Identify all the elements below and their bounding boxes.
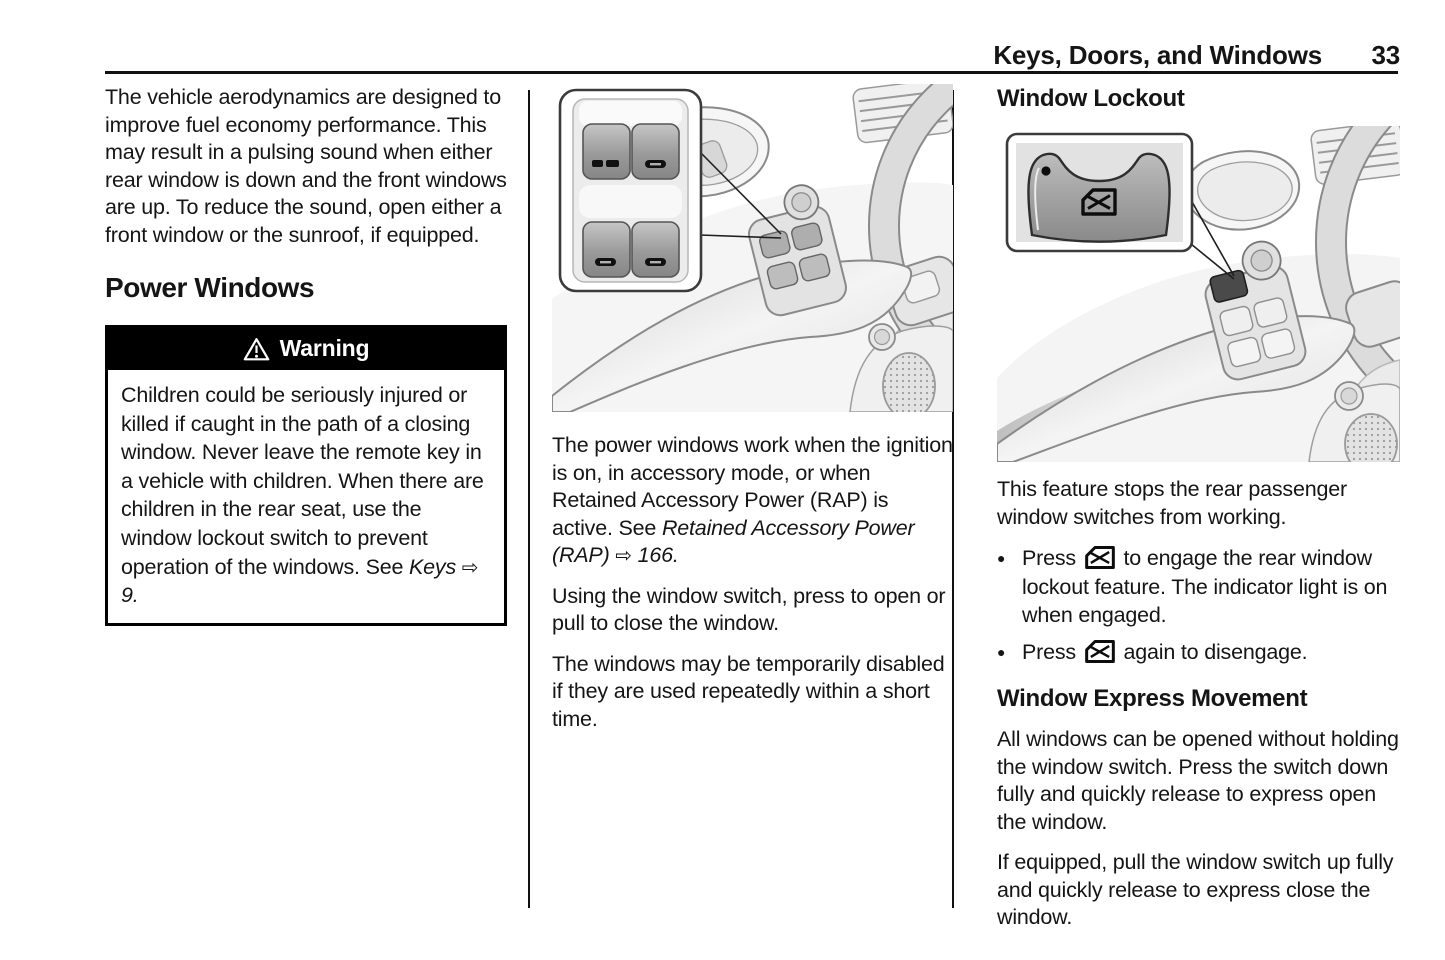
power-windows-heading: Power Windows [105,272,315,303]
front-passenger-window-switch-icon [645,160,666,168]
window-lockout-heading: Window Lockout [997,85,1185,112]
left-column [105,84,507,626]
cross-reference-title: Keys [409,554,457,579]
lockout-description-paragraph: This feature stops the rear passenger window switches from working. [997,477,1347,529]
warning-label: Warning [279,335,370,362]
warning-body [108,370,504,623]
power-window-switches-illustration [552,84,953,412]
right-column [997,84,1402,945]
cross-reference-arrow-icon: ⇨ [461,554,479,579]
window-lockout-icon [1085,639,1115,664]
indicator-light [1041,166,1050,175]
column-divider-left [528,90,530,908]
page-number: 33 [1371,40,1400,70]
warning-box-header [108,328,504,370]
power-windows-paragraph [552,432,953,570]
warning-text: Children could be seriously injured or killed if caught in the path of a closing window. Never leave the remote key in a vehicle with children. When there are children in the rear seat, use the window lockout switch to prevent operation of the windows. See [121,383,484,579]
window-lockout-illustration [997,126,1400,462]
window-switch-usage-paragraph: Using the window switch, press to open or pull to close the window. [552,583,946,635]
bullet-text-post: to engage the rear window lockout feature. The indicator light is on when engaged. [1022,546,1388,627]
window-lockout-icon [1085,545,1115,570]
header-rule [105,71,1398,74]
bullet-text-pre: Press [1022,639,1076,664]
lockout-button-inset [1007,134,1192,251]
bullet-text-post: again to disengage. [1123,639,1308,664]
cross-reference-arrow-icon: ⇨ [615,543,632,567]
middle-column [552,84,953,746]
list-item [997,638,1402,667]
aerodynamics-paragraph: The vehicle aerodynamics are designed to improve fuel economy performance. This may result in a pulsing sound when either rear window is down and the front windows are up. To reduce the sound, open either a front window or the sunroof, if equipped. [105,85,507,247]
warning-icon [243,337,270,362]
express-close-paragraph: If equipped, pull the window switch up fully and quickly release to express close the window. [997,850,1394,929]
cross-reference-page: 9. [121,583,139,608]
list-item [997,544,1402,630]
window-switches-inset [560,90,701,291]
express-open-paragraph: All windows can be opened without holding the window switch. Press the switch down fully and quickly release to express open the window. [997,727,1399,834]
window-disable-paragraph: The windows may be temporarily disabled if they are used repeatedly within a short time. [552,651,945,731]
page-title: Keys, Doors, and Windows [993,40,1322,70]
window-express-movement-heading: Window Express Movement [997,685,1308,712]
lockout-bullet-list [997,544,1402,666]
bullet-text-pre: Press [1022,546,1076,570]
cross-reference-title: Retained Accessory Power (RAP) [552,515,915,567]
bullet-icon: ● [997,643,1006,660]
cross-reference-page: 166. [637,543,679,567]
warning-box [105,325,507,626]
bullet-icon: ● [997,550,1006,566]
paragraph-text: The power windows work when the ignition is on, in accessory mode, or when Retained Accessory Power (RAP) is active. See [552,433,953,540]
